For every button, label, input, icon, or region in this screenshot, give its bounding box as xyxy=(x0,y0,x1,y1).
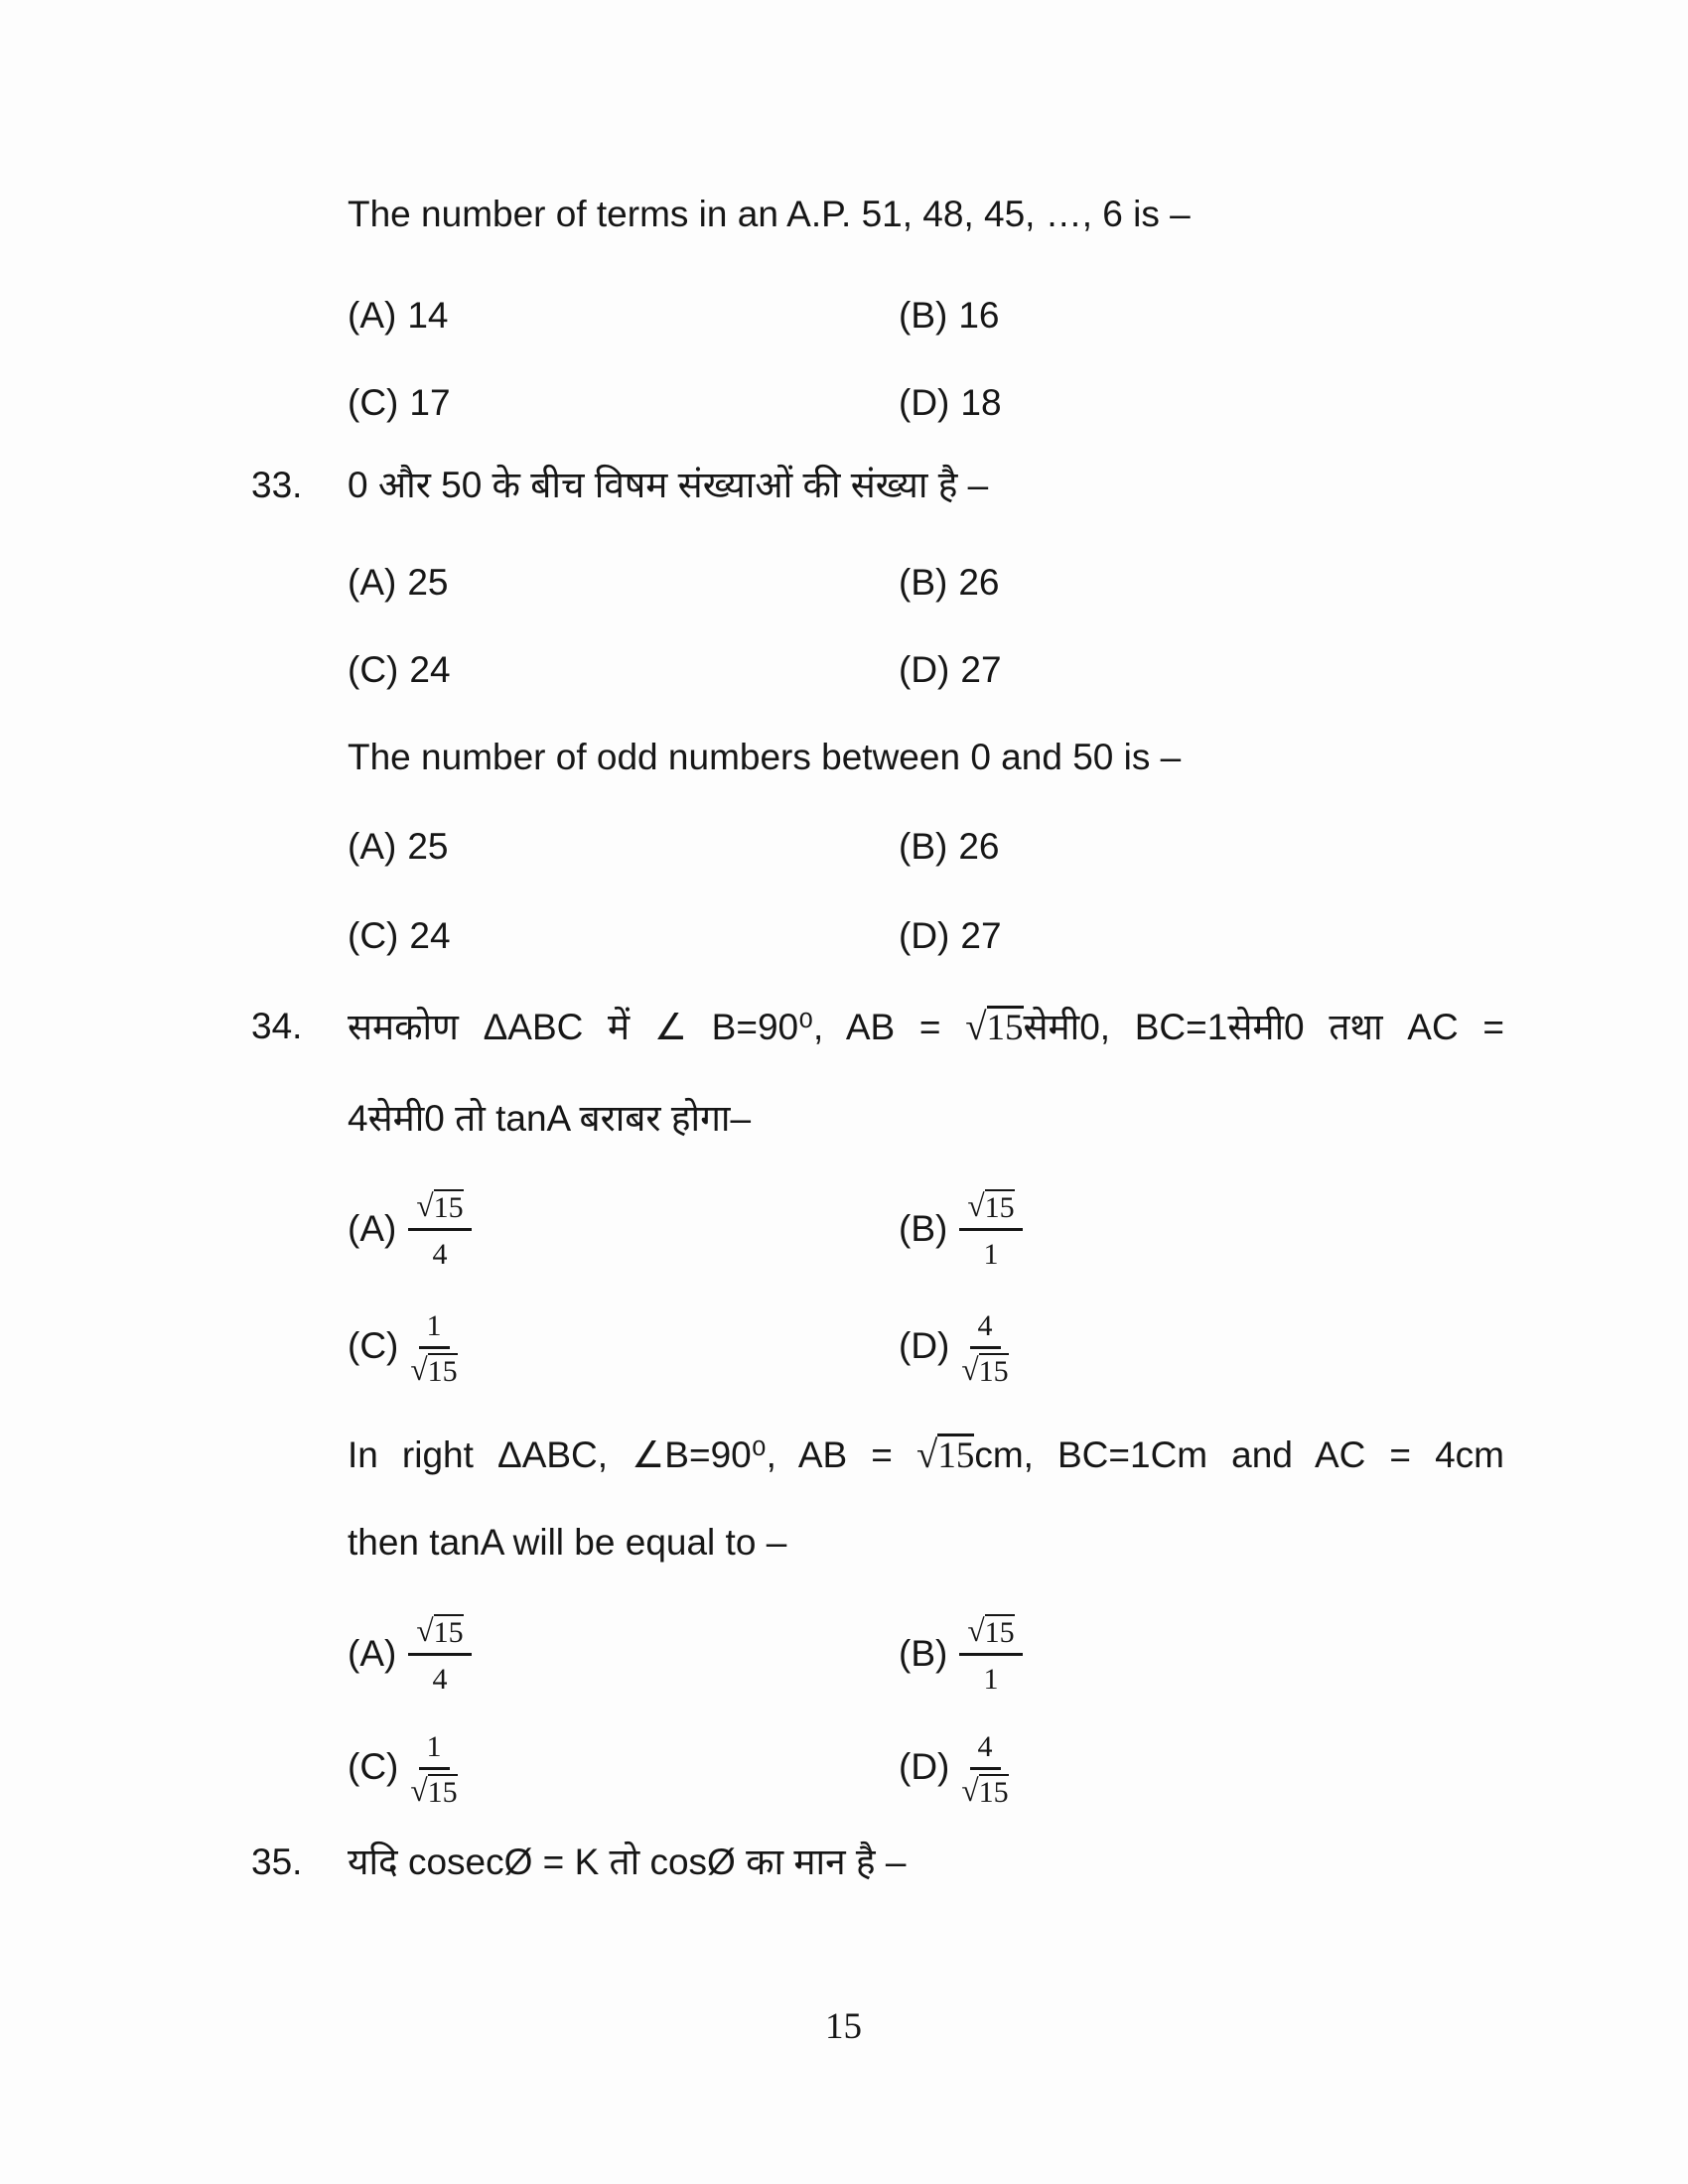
q34-hi-option-b xyxy=(899,1189,1023,1270)
q32-option-b xyxy=(899,294,999,338)
fraction-4-over-sqrt15 xyxy=(961,1306,1008,1387)
radical-sign: √ xyxy=(410,1351,428,1387)
q33-hi-option-d-value: 27 xyxy=(960,649,1002,690)
question-34-stem-english-line2: then tanA will be equal to – xyxy=(348,1522,787,1563)
question-number-33: 33. xyxy=(251,465,303,505)
q32-option-b-label: (B) xyxy=(899,295,948,336)
fraction-sqrt15-over-1 xyxy=(959,1189,1022,1270)
question-number-34: 34. xyxy=(251,1006,303,1046)
q34-en-option-d xyxy=(899,1727,1009,1808)
q33-en-option-d-label: (D) xyxy=(899,915,950,956)
q34-hi-option-d-label: (D) xyxy=(899,1325,950,1367)
q33-en-option-d xyxy=(899,914,1002,958)
question-35-stem-hindi: यदि cosecØ = K तो cosØ का मान है – xyxy=(348,1842,907,1882)
q33-hi-option-a-value: 25 xyxy=(407,562,449,603)
question-32-stem-english: The number of terms in an A.P. 51, 48, 45, …, 6 is – xyxy=(348,194,1191,234)
question-34-stem-hindi-line2: 4सेमी0 तो tanA बराबर होगा– xyxy=(348,1098,752,1139)
radical-sign: √ xyxy=(965,1006,987,1048)
radical-sign: √ xyxy=(916,1433,938,1476)
q33-en-option-a xyxy=(348,825,448,869)
q34-en-part2: cm, BC=1Cm and AC = 4cm xyxy=(974,1434,1504,1475)
q33-hi-option-d-label: (D) xyxy=(899,649,950,690)
q33-en-option-c xyxy=(348,914,451,958)
radical-sign: √ xyxy=(410,1772,428,1808)
radicand: 15 xyxy=(986,1008,1024,1048)
fraction-sqrt15-over-4 xyxy=(408,1189,471,1270)
q32-option-a xyxy=(348,294,448,338)
q34-hi-option-b-label: (B) xyxy=(899,1208,948,1250)
q32-option-b-value: 16 xyxy=(958,295,1000,336)
q34-hi-option-d xyxy=(899,1306,1009,1387)
q32-option-d-label: (D) xyxy=(899,382,950,423)
question-34-stem-english-line1 xyxy=(348,1433,1504,1479)
fraction-1-over-sqrt15 xyxy=(410,1306,457,1387)
radicand: 15 xyxy=(937,1435,975,1476)
q34-hi-option-a xyxy=(348,1189,472,1270)
question-33-stem-hindi: 0 और 50 के बीच विषम संख्याओं की संख्या है – xyxy=(348,465,989,505)
q33-hi-option-a-label: (A) xyxy=(348,562,397,603)
q33-hi-option-c-label: (C) xyxy=(348,649,399,690)
fraction-sqrt15-over-1 xyxy=(959,1614,1022,1695)
radical-sign: √ xyxy=(967,1613,985,1648)
q32-option-c xyxy=(348,381,451,425)
q32-option-d xyxy=(899,381,1002,425)
q33-en-option-b-value: 26 xyxy=(958,826,1000,867)
q33-hi-option-c-value: 24 xyxy=(409,649,451,690)
page-number: 15 xyxy=(825,2006,862,2047)
denominator: 4 xyxy=(432,1662,448,1696)
denominator: 1 xyxy=(983,1662,999,1696)
radical-sign: √ xyxy=(416,1613,434,1648)
q33-en-option-d-value: 27 xyxy=(960,915,1002,956)
radical-sign: √ xyxy=(416,1188,434,1223)
question-33-stem-english: The number of odd numbers between 0 and 50 is – xyxy=(348,737,1182,777)
q34-en-option-b xyxy=(899,1614,1023,1695)
numerator: 1 xyxy=(426,1730,442,1763)
q34-en-option-c xyxy=(348,1727,458,1808)
denominator: 15 xyxy=(427,1775,458,1809)
q34-hi-part2: सेमी0, BC=1सेमी0 तथा AC = xyxy=(1023,1007,1504,1047)
numerator: 15 xyxy=(984,1191,1015,1225)
q33-hi-option-a xyxy=(348,561,448,605)
sqrt-15-radical-hi xyxy=(965,1008,1023,1048)
denominator: 15 xyxy=(427,1354,458,1388)
q33-en-option-a-value: 25 xyxy=(407,826,449,867)
radical-sign: √ xyxy=(961,1351,979,1387)
q33-en-option-c-value: 24 xyxy=(409,915,451,956)
q33-en-option-b-label: (B) xyxy=(899,826,948,867)
denominator: 15 xyxy=(978,1775,1009,1809)
fraction-4-over-sqrt15 xyxy=(961,1727,1008,1808)
question-number-35: 35. xyxy=(251,1842,303,1882)
denominator: 1 xyxy=(983,1237,999,1271)
fraction-1-over-sqrt15 xyxy=(410,1727,457,1808)
q33-hi-option-b-label: (B) xyxy=(899,562,948,603)
q34-en-option-d-label: (D) xyxy=(899,1746,950,1788)
q32-option-a-label: (A) xyxy=(348,295,397,336)
q34-hi-option-c xyxy=(348,1306,458,1387)
numerator: 15 xyxy=(984,1616,1015,1650)
q33-en-option-b xyxy=(899,825,999,869)
q34-hi-option-c-label: (C) xyxy=(348,1325,399,1367)
q32-option-a-value: 14 xyxy=(407,295,449,336)
q32-option-c-value: 17 xyxy=(409,382,451,423)
q33-en-option-c-label: (C) xyxy=(348,915,399,956)
radical-sign: √ xyxy=(967,1188,985,1223)
q34-hi-option-a-label: (A) xyxy=(348,1208,397,1250)
q34-en-part1: In right ΔABC, ∠B=90⁰, AB = xyxy=(348,1434,916,1475)
denominator: 15 xyxy=(978,1354,1009,1388)
question-34-stem-hindi-line1 xyxy=(348,1005,1504,1051)
denominator: 4 xyxy=(432,1237,448,1271)
fraction-sqrt15-over-4 xyxy=(408,1614,471,1695)
q34-en-option-a-label: (A) xyxy=(348,1633,397,1675)
q34-en-option-c-label: (C) xyxy=(348,1746,399,1788)
q33-hi-option-c xyxy=(348,648,451,692)
q32-option-d-value: 18 xyxy=(960,382,1002,423)
q32-option-c-label: (C) xyxy=(348,382,399,423)
numerator: 4 xyxy=(977,1730,993,1763)
radical-sign: √ xyxy=(961,1772,979,1808)
q34-en-option-a xyxy=(348,1614,472,1695)
q33-hi-option-d xyxy=(899,648,1002,692)
numerator: 4 xyxy=(977,1309,993,1342)
q33-en-option-a-label: (A) xyxy=(348,826,397,867)
numerator: 1 xyxy=(426,1309,442,1342)
q33-hi-option-b xyxy=(899,561,999,605)
numerator: 15 xyxy=(433,1616,464,1650)
q34-en-option-b-label: (B) xyxy=(899,1633,948,1675)
q34-hi-part1: समकोण ΔABC में ∠ B=90⁰, AB = xyxy=(348,1007,966,1047)
sqrt-15-radical-en xyxy=(916,1435,974,1476)
numerator: 15 xyxy=(433,1191,464,1225)
q33-hi-option-b-value: 26 xyxy=(958,562,1000,603)
